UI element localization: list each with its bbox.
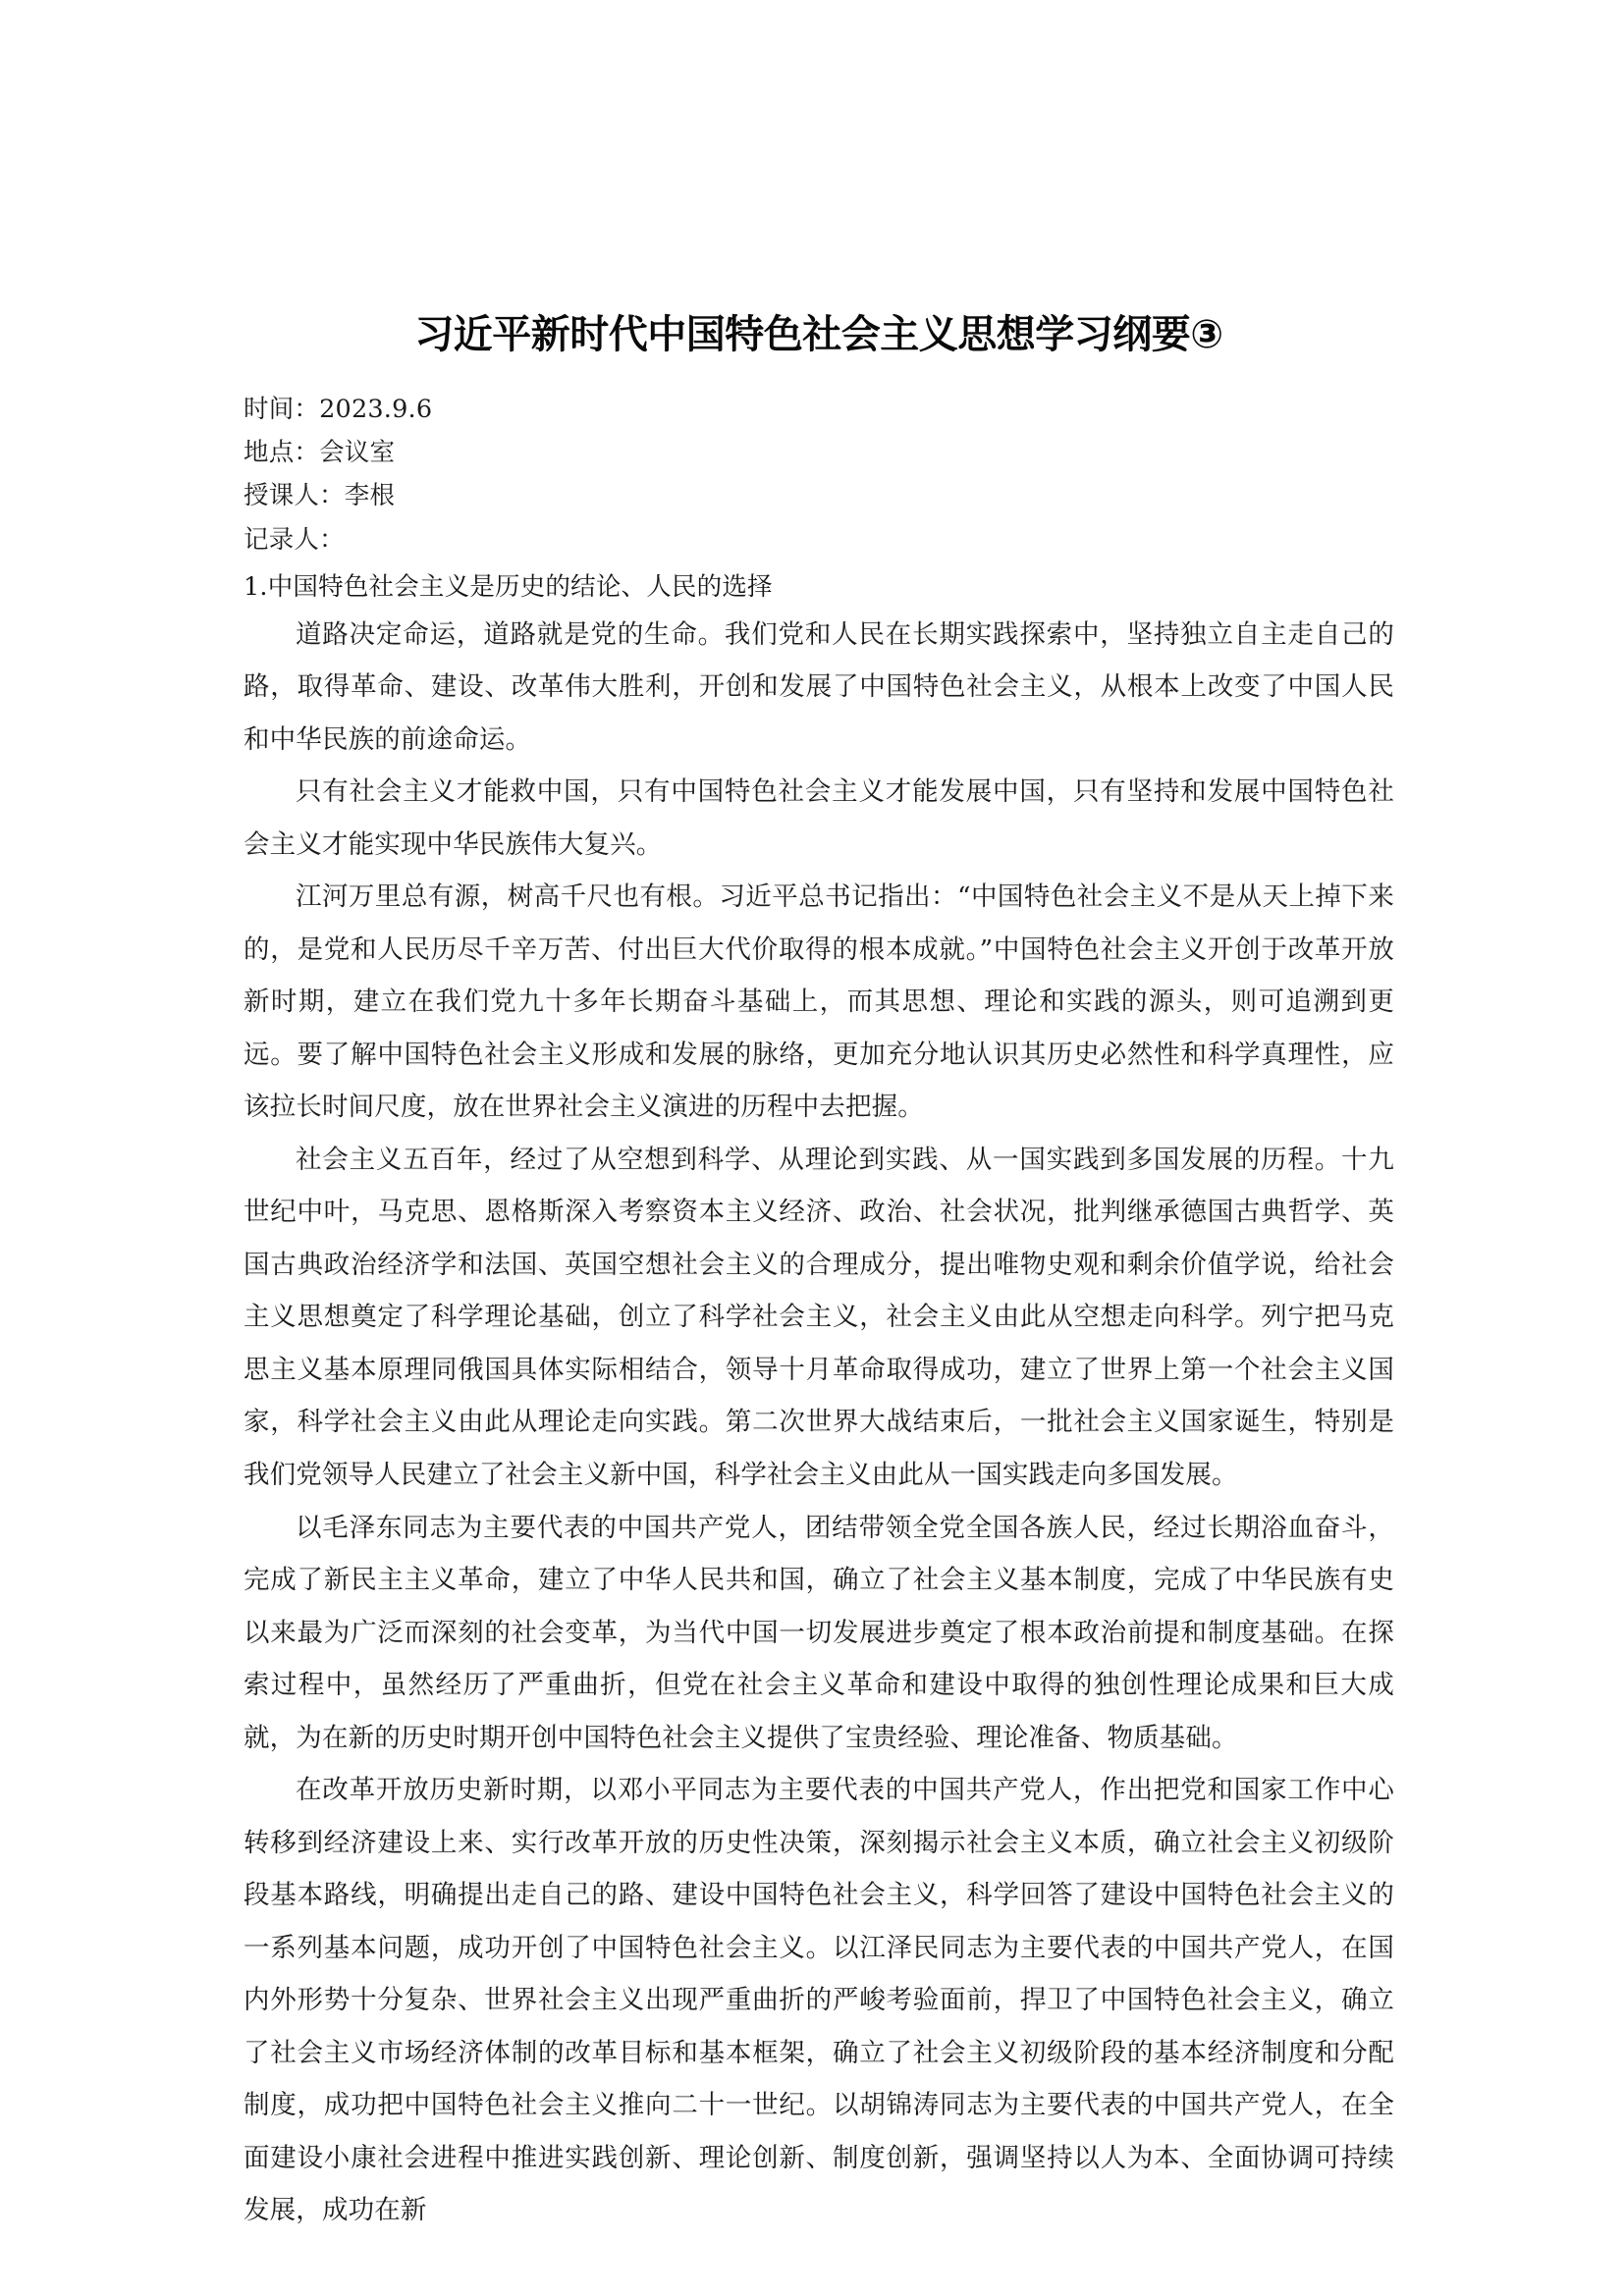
- body-paragraph-3: 江河万里总有源，树高千尺也有根。习近平总书记指出：“中国特色社会主义不是从天上掉下来的，是党和人民历尽千辛万苦、付出巨大代价取得的根本成就。”中国特色社会主义开创于改革开放新时期，建立在我们党九十多年长期奋斗基础上，而其思想、理论和实践的源头，则可追溯到更远。要了解中国特色社会主义形成和发展的脉络，更加充分地认识其历史必然性和科学真理性，应该拉长时间尺度，放在世界社会主义演进的历程中去把握。: [244, 881, 1394, 1123]
- body-paragraph-5: 以毛泽东同志为主要代表的中国共产党人，团结带领全党全国各族人民，经过长期浴血奋斗，完成了新民主主义革命，建立了中华人民共和国，确立了社会主义基本制度，完成了中华民族有史以来最为广泛而深刻的社会变革，为当代中国一切发展进步奠定了根本政治前提和制度基础。在探索过程中，虽然经历了严重曲折，但党在社会主义革命和建设中取得的独创性理论成果和巨大成就，为在新的历史时期开创中国特色社会主义提供了宝贵经验、理论准备、物质基础。: [244, 1512, 1394, 1753]
- meta-line-date: 时间：2023.9.6: [244, 395, 433, 425]
- body-paragraph-4: 社会主义五百年，经过了从空想到科学、从理论到实践、从一国实践到多国发展的历程。十九世纪中叶，马克思、恩格斯深入考察资本主义经济、政治、社会状况，批判继承德国古典哲学、英国古典政治经济学和法国、英国空想社会主义的合理成分，提出唯物史观和剩余价值学说，给社会主义思想奠定了科学理论基础，创立了科学社会主义，社会主义由此从空想走向科学。列宁把马克思主义基本原理同俄国具体实际相结合，领导十月革命取得成功，建立了世界上第一个社会主义国家，科学社会主义由此从理论走向实践。第二次世界大战结束后，一批社会主义国家诞生，特别是我们党领导人民建立了社会主义新中国，科学社会主义由此从一国实践走向多国发展。: [244, 1144, 1394, 1490]
- document-content: [244, 312, 1394, 2237]
- section-heading-1: 1.中国特色社会主义是历史的结论、人民的选择: [244, 571, 773, 602]
- meta-line-recorder: 记录人：: [244, 524, 345, 555]
- body-paragraph-1: 道路决定命运，道路就是党的生命。我们党和人民在长期实践探索中，坚持独立自主走自己的路，取得革命、建设、改革伟大胜利，开创和发展了中国特色社会主义，从根本上改变了中国人民和中华民族的前途命运。: [244, 618, 1394, 755]
- body-paragraph-6: 在改革开放历史新时期，以邓小平同志为主要代表的中国共产党人，作出把党和国家工作中心转移到经济建设上来、实行改革开放的历史性决策，深刻揭示社会主义本质，确立社会主义初级阶段基本路线，明确提出走自己的路、建设中国特色社会主义，科学回答了建设中国特色社会主义的一系列基本问题，成功开创了中国特色社会主义。以江泽民同志为主要代表的中国共产党人，在国内外形势十分复杂、世界社会主义出现严重曲折的严峻考验面前，捍卫了中国特色社会主义，确立了社会主义市场经济体制的改革目标和基本框架，确立了社会主义初级阶段的基本经济制度和分配制度，成功把中国特色社会主义推向二十一世纪。以胡锦涛同志为主要代表的中国共产党人，在全面建设小康社会进程中推进实践创新、理论创新、制度创新，强调坚持以人为本、全面协调可持续发展，成功在新: [244, 1775, 1394, 2226]
- page-title: 习近平新时代中国特色社会主义思想学习纲要③: [414, 312, 1223, 357]
- document-metadata: [244, 388, 1394, 561]
- meta-line-location: 地点：会议室: [244, 438, 396, 468]
- meta-line-instructor: 授课人：李根: [244, 481, 396, 511]
- body-paragraph-2: 只有社会主义才能救中国，只有中国特色社会主义才能发展中国，只有坚持和发展中国特色社会主义才能实现中华民族伟大复兴。: [244, 776, 1394, 860]
